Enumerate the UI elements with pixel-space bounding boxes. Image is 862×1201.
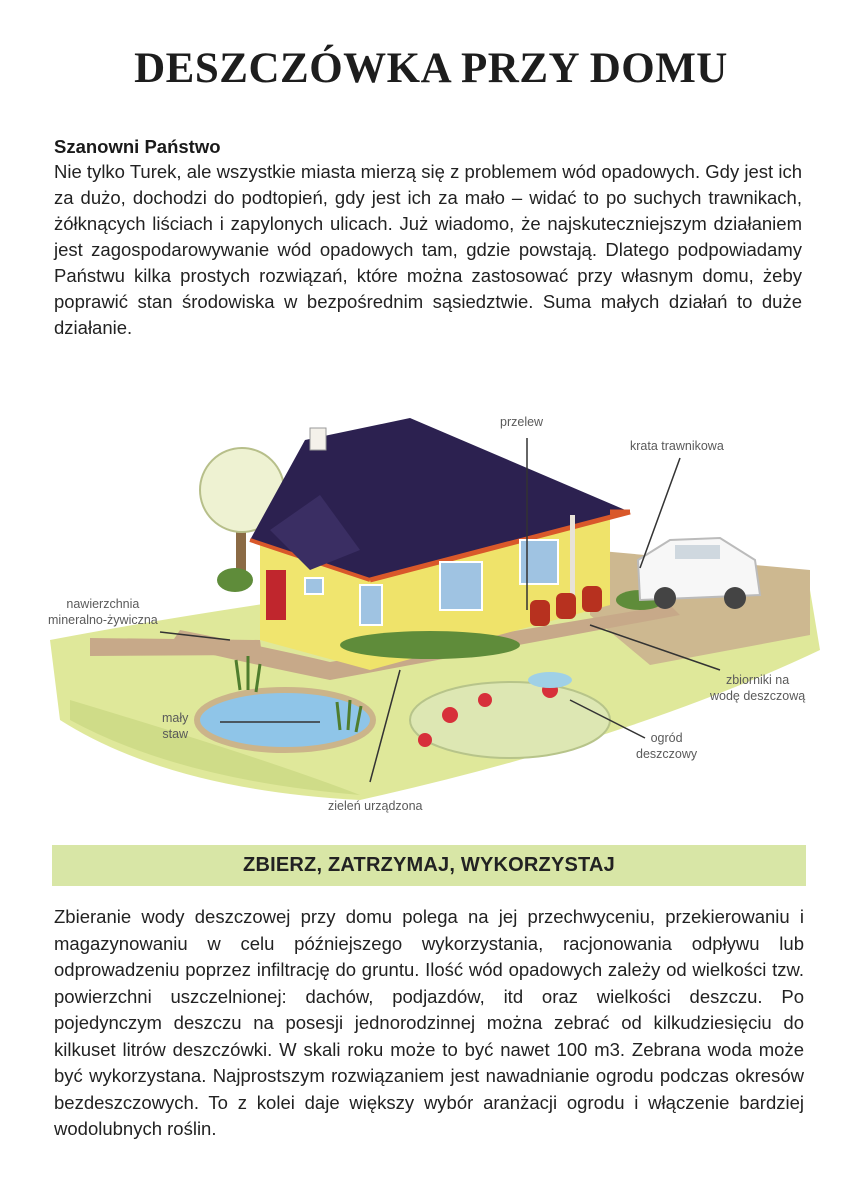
label-overflow (500, 414, 543, 430)
window-small (305, 578, 323, 594)
rain-barrel-3 (582, 586, 602, 612)
rain-garden (410, 682, 610, 758)
label-tanks (710, 672, 805, 704)
label-greenery-text: zieleń urządzona (328, 799, 423, 813)
label-pond (162, 710, 188, 742)
label-lawn-grid-text: krata trawnikowa (630, 439, 724, 453)
side-path (90, 638, 262, 656)
window-middle (440, 562, 482, 610)
label-greenery (328, 798, 423, 814)
rain-garden-flowers-4 (418, 733, 432, 747)
label-tanks-line1: zbiorniki na (725, 673, 790, 687)
label-tanks-line2: wodę deszczową (710, 689, 806, 703)
rain-garden-flowers-1 (442, 707, 458, 723)
small-pond (197, 690, 373, 750)
label-surface-line2: mineralno-żywiczna (48, 613, 158, 627)
label-pond-line1: mały (162, 711, 189, 725)
label-surface (48, 596, 158, 628)
house-rainwater-illustration (30, 400, 830, 830)
section-heading: ZBIERZ, ZATRZYMAJ, WYKORZYSTAJ (243, 854, 615, 876)
page-title: DESZCZÓWKA PRZY DOMU (134, 45, 728, 92)
rain-garden-flowers-2 (478, 693, 492, 707)
section-banner (52, 845, 806, 886)
chimney (310, 428, 326, 450)
car-windows (675, 545, 720, 559)
window-left (360, 585, 382, 625)
label-lawn-grid (630, 438, 724, 454)
rain-barrel-1 (530, 600, 550, 626)
car-wheel-rear (724, 587, 746, 609)
intro-paragraph: Nie tylko Turek, ale wszystkie miasta mierzą się z problemem wód opadowych. Gdy jest ich za dużo, dochodzi do podtopień, gdy jest ich za mało – widać to po suchych trawnikach, żółknących liściach i zapylonych ulicach. Już wiadomo, że najskuteczniejszym działaniem jest zagospodarowywanie wód opadowych tam, gdzie powstają. Dlatego podpowiadamy Państwu kilka prostych rozwiązań, które można zastosować przy własnym domu, żeby poprawić stan środowiska w bezpośrednim sąsiedztwie. Suma małych działań to duże działanie. (54, 161, 802, 338)
intro-section (54, 136, 802, 341)
section-paragraph: Zbieranie wody deszczowej przy domu polega na jej przechwyceniu, przekierowaniu i magazynowaniu w celu późniejszego wykorzystania, racjonowania odpływu lub odprowadzeniu poprzez infiltrację do gruntu. Ilość wód opadowych zależy od wielkości tzw. powierzchni uszczelnionej: dachów, podjazdów, itd oraz wielkości deszczu. Po pojedynczym deszczu na posesji jednorodzinnej można zebrać od kilkudziesięciu do kilkuset litrów deszczówki. W skali roku może to być nawet 100 m3. Zebrana woda może być wykorzystana. Najprostszym rozwiązaniem jest nawadnianie ogrodu podczas okresów bezdeszczowych. To z kolei daje większy wybór aranżacji ogrodu i włączenie bardziej wodolubnych roślin. (54, 906, 804, 1139)
front-door (266, 570, 286, 620)
label-pond-line2: staw (162, 727, 189, 741)
rain-barrel-2 (556, 593, 576, 619)
window-right (520, 540, 558, 584)
label-overflow-text: przelew (500, 415, 544, 429)
flower-bed-left (217, 568, 253, 592)
rain-garden-pool (528, 672, 572, 688)
greeting: Szanowni Państwo (54, 136, 221, 157)
label-rain-garden-line2: deszczowy (636, 747, 698, 761)
flower-bed-front (340, 631, 520, 659)
car-wheel-front (654, 587, 676, 609)
label-rain-garden-line1: ogród (650, 731, 683, 745)
label-rain-garden (636, 730, 697, 762)
label-surface-line1: nawierzchnia (66, 597, 140, 611)
